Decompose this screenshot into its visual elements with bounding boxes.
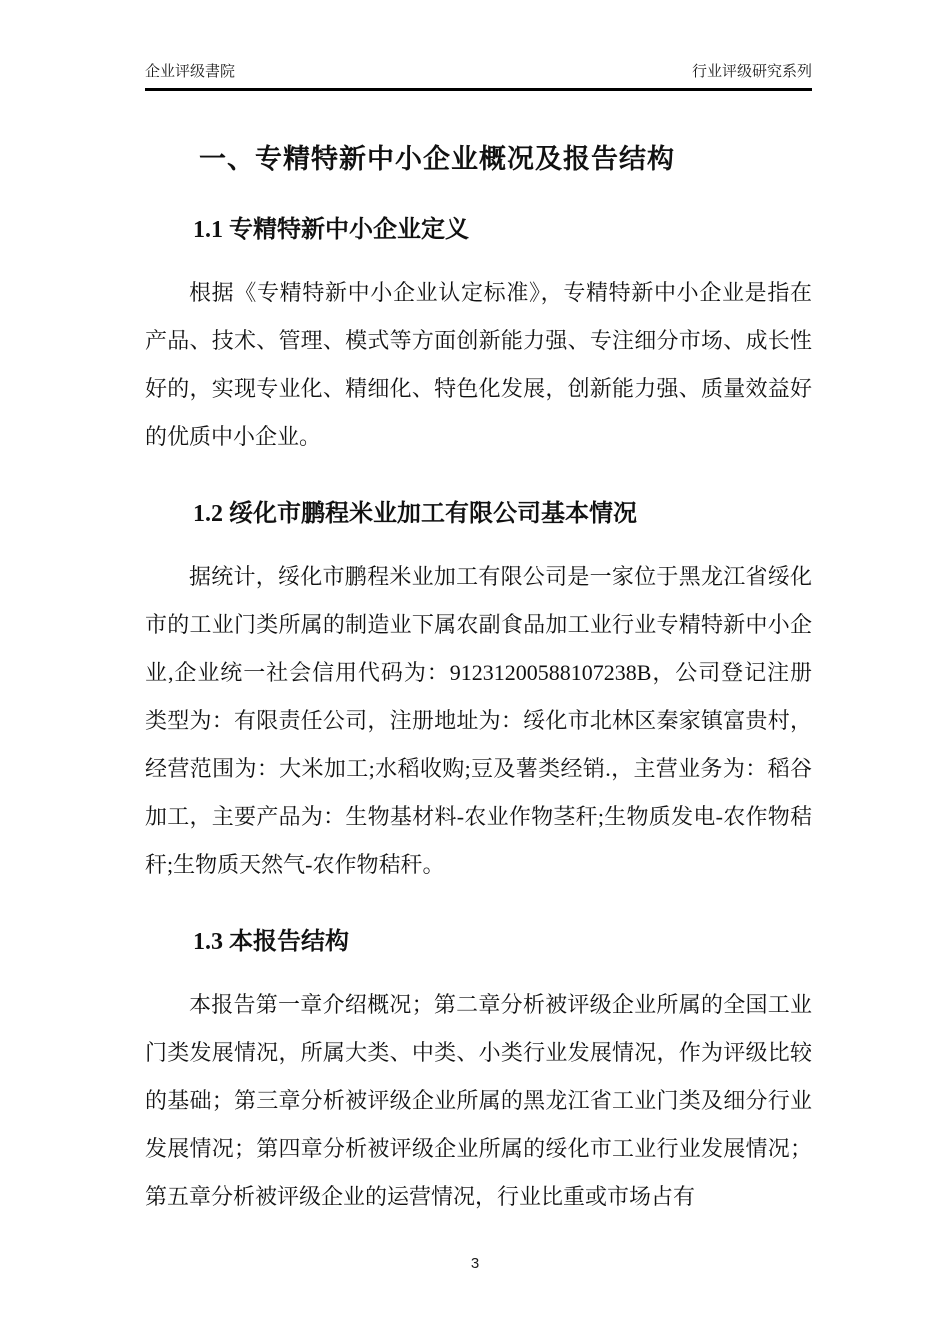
page-header [145,60,812,91]
paragraph-company-basics: 据统计，绥化市鹏程米业加工有限公司是一家位于黑龙江省绥化市的工业门类所属的制造业下属农副食品加工业行业专精特新中小企业,企业统一社会信用代码为：91231200588107238B，公司登记注册类型为：有限责任公司，注册地址为：绥化市北林区秦家镇富贵村，经营范围为：大米加工;水稻收购;豆及薯类经销.，主营业务为：稻谷加工，主要产品为：生物基材料-农业作物茎秆;生物质发电-农作物秸秆;生物质天然气-农作物秸秆。 [145,564,812,877]
section-heading-1-3: 1.3 本报告结构 [193,929,349,955]
page-number: 3 [470,1255,480,1272]
paragraph-report-structure: 本报告第一章介绍概况；第二章分析被评级企业所属的全国工业门类发展情况，所属大类、中类、小类行业发展情况，作为评级比较的基础；第三章分析被评级企业所属的黑龙江省工业门类及细分行业发展情况；第四章分析被评级企业所属的绥化市工业行业发展情况；第五章分析被评级企业的运营情况，行业比重或市场占有 [145,992,812,1209]
paragraph-definition: 根据《专精特新中小企业认定标准》，专精特新中小企业是指在产品、技术、管理、模式等方面创新能力强、专注细分市场、成长性好的，实现专业化、精细化、特色化发展，创新能力强、质量效益好的优质中小企业。 [145,280,812,449]
section-heading-1-2: 1.2 绥化市鹏程米业加工有限公司基本情况 [193,501,637,527]
header-left-text: 企业评级書院 [145,63,236,80]
header-right-text: 行业评级研究系列 [691,63,812,80]
chapter-title: 一、专精特新中小企业概况及报告结构 [199,144,675,174]
section-heading-1-1: 1.1 专精特新中小企业定义 [193,217,469,243]
